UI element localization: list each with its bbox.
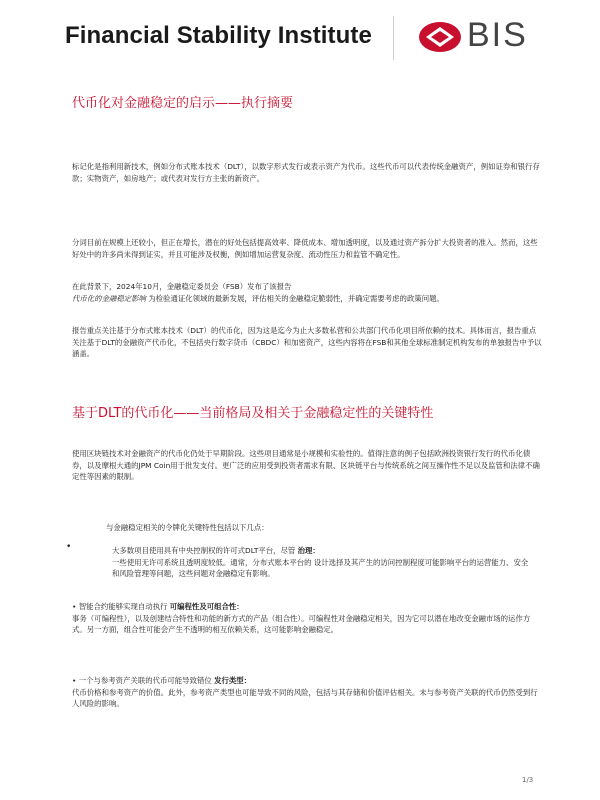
paragraph-text: 标记化是指利用新技术，例如分布式账本技术（DLT），以数字形式发行或表示资产为代币。这些代币可以代表传统金融资产，例如证券和银行存款；实物资产，如房地产；或代表对发行方主张的新资产。 — [72, 162, 540, 183]
bullet-programmability — [72, 601, 542, 636]
section1-paragraph-1 — [72, 161, 542, 184]
paragraph-text: 使用区块链技术对金融资产的代币化仍处于早期阶段。这些项目通常是小规模和实验性的。值得注意的例子包括欧洲投资银行发行的代币化债券，以及摩根大通的JPM Coin用于批发支付。更广泛的应用受到投资者需求有限、区块链平台与传统系统之间互操作性不足以及监管和法律不确定性等因素的限制。 — [72, 449, 540, 481]
bullet-key-term: 发行类型： — [214, 676, 252, 685]
institute-title: Financial Stability Institute — [65, 22, 372, 49]
paragraph-text: 在此背景下，2024年10月，金融稳定委员会（FSB）发布了该报告 — [72, 282, 292, 291]
section1-paragraph-3 — [72, 281, 542, 304]
paragraph-text-rest: 为检验通证化领域的最新发展，评估相关的金融稳定脆弱性，并确定需要考虑的政策问题。 — [145, 293, 444, 303]
bullet-text: 大多数项目使用具有中央控制权的许可式DLT平台，尽管 — [112, 546, 298, 555]
page-header — [0, 0, 600, 72]
bullet-text: 代币价格和参考资产的价值。此外，参考资产类型也可能导致不同的风险，包括与其存储和价值评估相关。未与参考资产关联的代币仍然受到行人风险的影响。 — [72, 687, 538, 708]
paragraph-text: 报告重点关注基于分布式账本技术（DLT）的代币化，因为这是迄今为止大多数私营和公共部门代币化项目所依赖的技术。具体而言，报告重点关注基于DLT的金融资产代币化，不包括央行数字货币（CBDC）和加密资产，这些内容将在FSB和其他全球标准制定机构发布的单独报告中予以涵盖。 — [72, 326, 542, 358]
page-number: 1/3 — [522, 776, 534, 784]
bullet-first-line — [72, 601, 542, 613]
paragraph-text: 分词目前在规模上还较小，但正在增长，潜在的好处包括提高效率、降低成本、增加透明度，以及通过资产拆分扩大投资者的准入。然而，这些好处中的许多尚未得到证实，并且可能涉及权衡，例如增加运营复杂度、流动性压力和监管不确定性。 — [72, 238, 538, 259]
header-divider — [393, 16, 394, 60]
bullet-text: 事务（可编程性），以及创建结合特性和功能的新方式的产品（组合性）。可编程性对金融稳定相关，因为它可以潜在地改变金融市场的运作方式。另一方面，组合性可能会产生不透明的相互依赖关系，这可能影响金融稳定。 — [72, 613, 531, 634]
bullet-dot: • — [66, 542, 72, 552]
bullet-key-term: 可编程性及可组合性： — [169, 602, 244, 611]
paragraph-text — [72, 293, 542, 305]
section1-heading: 代币化对金融稳定的启示——执行摘要 — [72, 96, 294, 111]
key-features-intro — [106, 522, 526, 534]
bullet-issuance-type — [72, 675, 542, 710]
bullet-text: • 智能合约能够实现自动执行 — [72, 602, 170, 611]
bullet-first-line — [72, 675, 542, 687]
paragraph-text: 与金融稳定相关的令牌化关键特性包括以下几点： — [106, 523, 269, 532]
report-title-italic: 代币化的金融稳定影响 — [72, 293, 146, 303]
bullet-text: • 一个与参考资产关联的代币可能导致错位 — [72, 676, 215, 685]
bullet-governance — [112, 545, 532, 580]
section1-paragraph-2 — [72, 237, 542, 260]
section2-heading: 基于DLT的代币化——当前格局及相关于金融稳定性的关键特性 — [72, 406, 434, 421]
bis-logo-icon — [418, 21, 462, 53]
bis-wordmark: BIS — [467, 16, 528, 54]
bullet-first-line — [112, 545, 532, 557]
section2-paragraph-1 — [72, 448, 542, 483]
bullet-text: 一些使用无许可系统且透明度较低。通常，分布式账本平台的 设计选择及其产生的访问控制程度可能影响平台的运营能力、安全和风险管理等问题，这些问题对金融稳定有影响。 — [112, 557, 529, 578]
section1-paragraph-4 — [72, 325, 542, 360]
bullet-key-term: 治理： — [297, 546, 320, 555]
